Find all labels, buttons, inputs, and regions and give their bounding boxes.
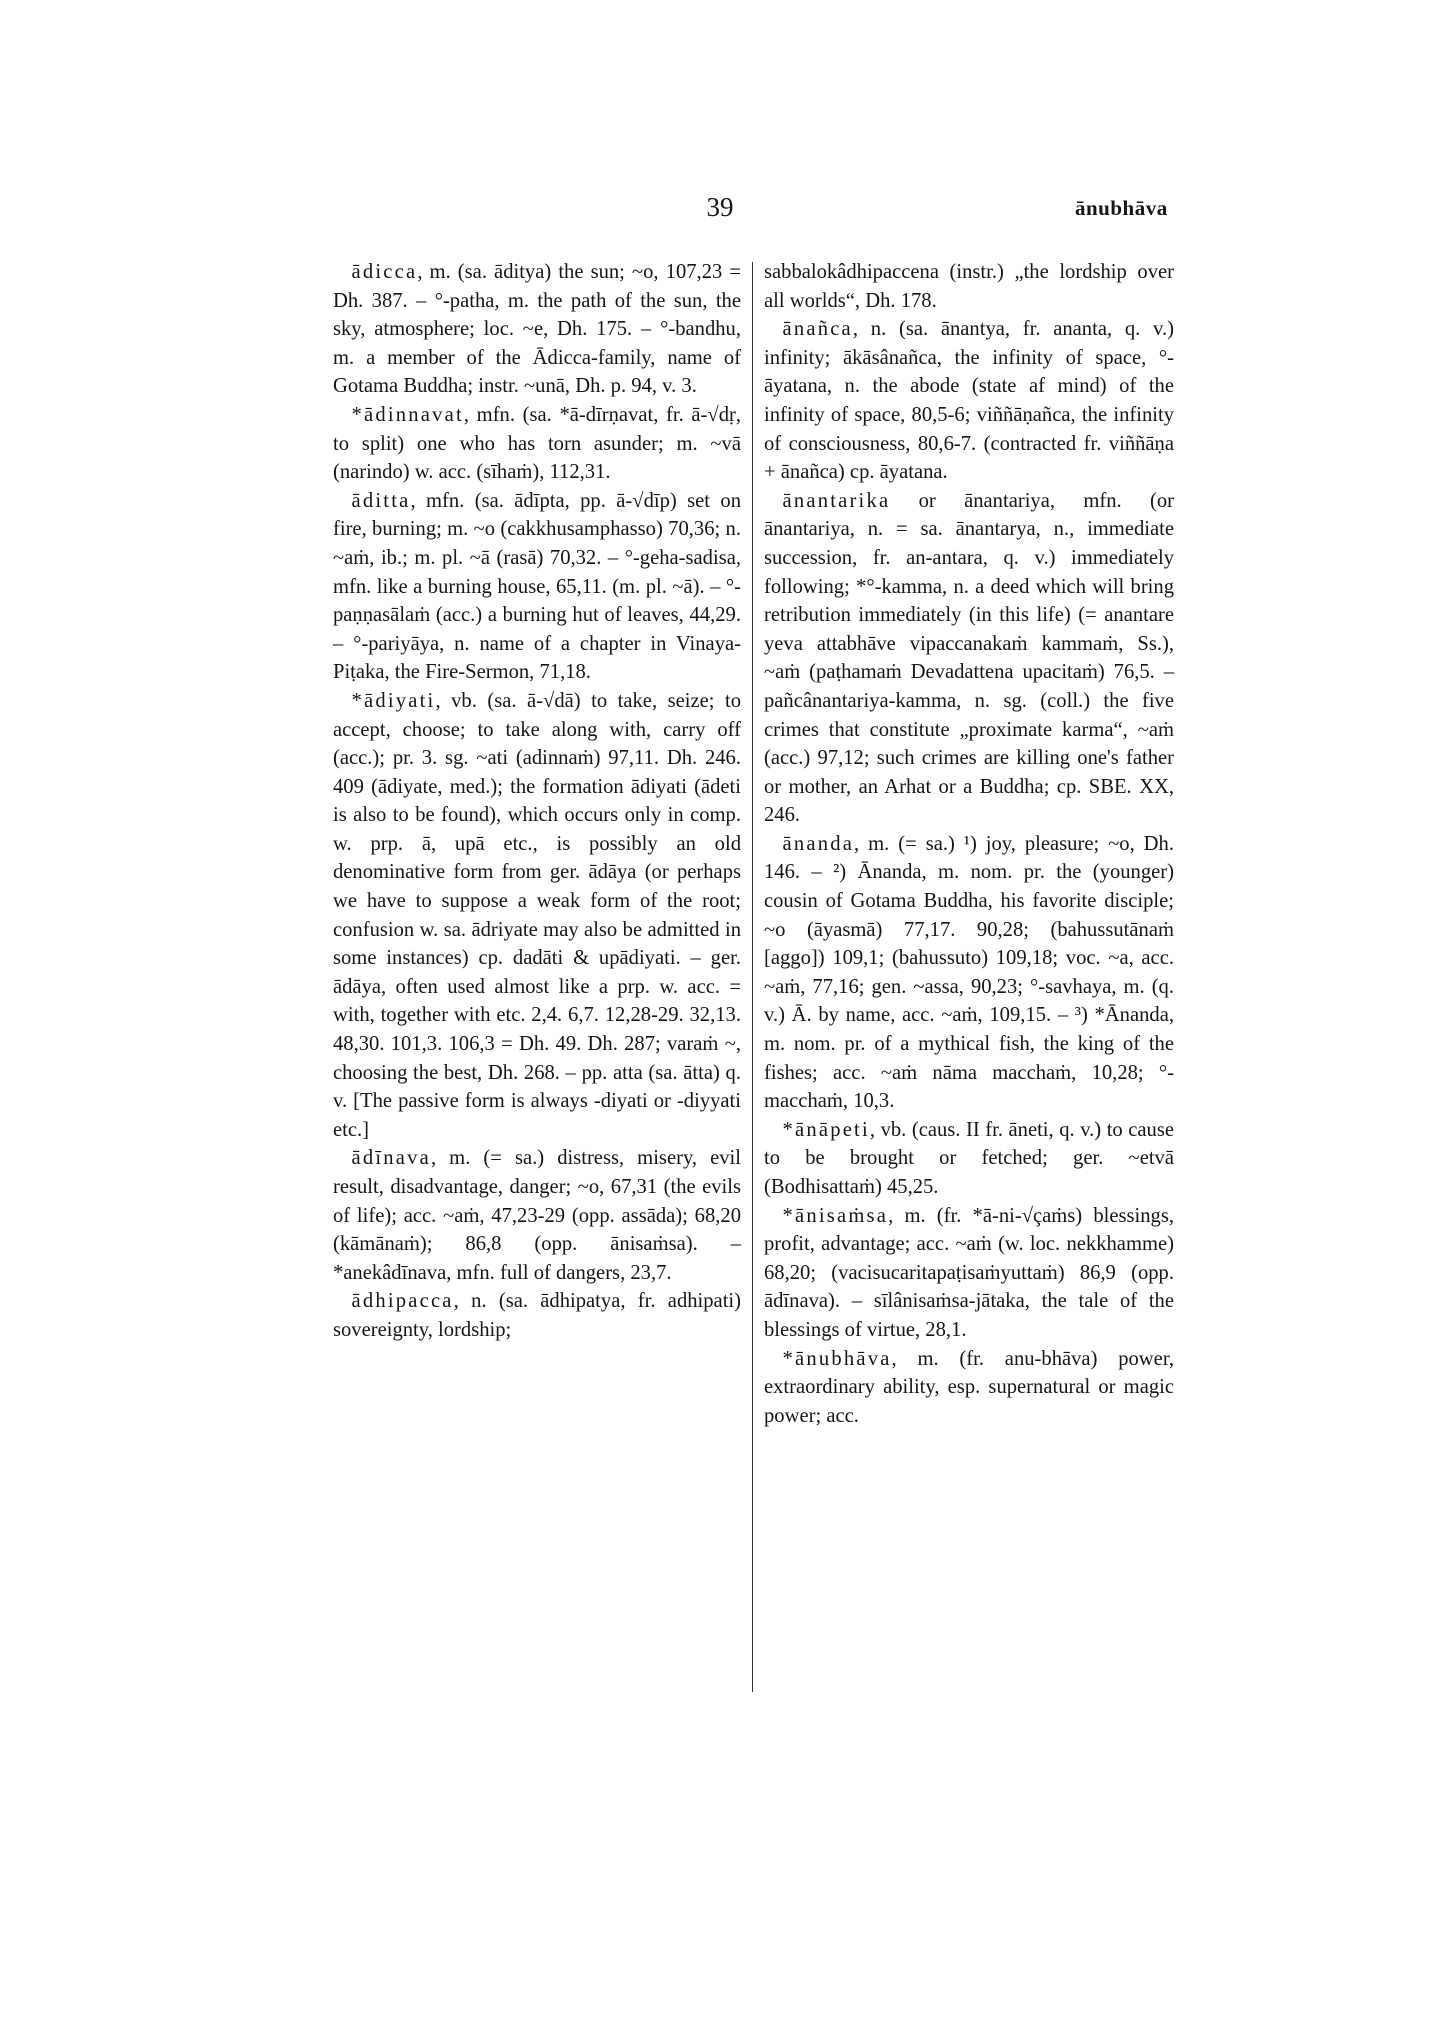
entry-anubhava	[764, 1345, 1174, 1431]
entry-adinnavat	[333, 401, 741, 487]
entry-body: , m. (fr. anu-bhāva) power, extraordinary ability, esp. supernatural or magic power; acc.	[764, 1347, 1174, 1427]
entry-headword: ādhipacca	[351, 1290, 454, 1313]
entry-headword: ānanda	[782, 832, 855, 855]
column-divider	[752, 262, 753, 1692]
entry-continuation	[764, 258, 1174, 315]
entry-headword: āditta	[351, 489, 411, 512]
entry-body: , n. (sa. ādhipatya, fr. adhipati) sovereignty, lordship;	[333, 1290, 741, 1341]
entry-body: , vb. (sa. ā-√dā) to take, seize; to accept, choose; to take along with, carry off (acc.); pr. 3. sg. ~ati (adinnaṁ) 97,11. Dh. 246. 409 (ādiyate, med.); the formation ādiyati (ādeti is also to be found), which occurs only in comp. w. prp. ā, upā etc., is possibly an old denominative form from ger. ādāya (or perhaps we have to suppose a weak form of the root; confusion w. sa. ādriyate may also be admitted in some instances) cp. dadāti & upādiyati. – ger. ādāya, often used almost like a prp. w. acc. = with, together with etc. 2,4. 6,7. 12,28-29. 32,13. 48,30. 101,3. 106,3 = Dh. 49. Dh. 287; varaṁ ~, choosing the best, Dh. 268. – pp. atta (sa. ātta) q. v. [The passive form is always -diyati or -diyyati etc.]	[333, 689, 741, 1141]
entry-aditta	[333, 487, 741, 687]
entry-body: , vb. (caus. II fr. āneti, q. v.) to cause to be brought or fetched; ger. ~etvā (Bodhisattaṁ) 45,25.	[764, 1118, 1174, 1198]
entry-body: , m. (= sa.) distress, misery, evil result, disadvantage, danger; ~o, 67,31 (the evils of life); acc. ~aṁ, 47,23-29 (opp. assāda); 68,20 (kāmānaṁ); 86,8 (opp. ānisaṁsa). – *anekâdīnava, mfn. full of dangers, 23,7.	[333, 1147, 741, 1284]
entry-body: , n. (sa. ānantya, fr. ananta, q. v.) infinity; ākāsânañca, the infinity of space, °-āyatana, n. the abode (state af mind) of the infinity of space, 80,5-6; viññāṇañca, the infinity of consciousness, 80,6-7. (contracted fr. viññāṇa + ānañca) cp. āyatana.	[764, 318, 1174, 484]
entry-anantarika	[764, 487, 1174, 830]
entry-body: sabbalokâdhipaccena (instr.) „the lordship over all worlds“, Dh. 178.	[764, 261, 1174, 312]
entry-body: , mfn. (sa. *ā-dīrṇavat, fr. ā-√dṛ, to split) one who has torn asunder; m. ~vā (narindo) w. acc. (sīhaṁ), 112,31.	[333, 403, 741, 484]
entry-adiyati	[333, 687, 741, 1145]
entry-anisamsa	[764, 1202, 1174, 1345]
entry-body: , mfn. (sa. ādīpta, pp. ā-√dīp) set on fire, burning; m. ~o (cakkhusamphasso) 70,36; n. ~aṁ, ib.; m. pl. ~ā (rasā) 70,32. – °-geha-sadisa, mfn. like a burning house, 65,11. (m. pl. ~ā). – °-paṇṇasālaṁ (acc.) a burning hut of leaves, 44,29. – °-pariyāya, n. name of a chapter in Vinaya-Piṭaka, the Fire-Sermon, 71,18.	[333, 489, 741, 684]
entry-headword: ādicca	[351, 261, 418, 283]
entry-headword: ānañca	[782, 318, 853, 341]
entry-adinava	[333, 1144, 741, 1287]
entry-headword: *ānubhāva	[782, 1347, 892, 1370]
entry-body: , m. (fr. *ā-ni-√çaṁs) blessings, profit, advantage; acc. ~aṁ (w. loc. nekkhamme) 68,20; (vacisucaritapaṭisaṁyuttaṁ) 86,9 (opp. ādīnava). – sīlânisaṁsa-jātaka, the tale of the blessings of virtue, 28,1.	[764, 1204, 1174, 1341]
entry-anapeti	[764, 1116, 1174, 1202]
entry-headword: *ādinnavat	[351, 403, 464, 426]
entry-headword: ādīnava	[351, 1147, 431, 1170]
page-number: 39	[706, 192, 734, 222]
left-column	[333, 258, 741, 1345]
entry-headword: *ānāpeti	[782, 1118, 870, 1141]
entry-adhipacca	[333, 1287, 741, 1344]
running-head: ānubhāva	[1075, 196, 1168, 220]
entry-headword: *ānisaṁsa	[782, 1204, 889, 1227]
right-column	[764, 258, 1174, 1430]
entry-body: , m. (sa. āditya) the sun; ~o, 107,23 = Dh. 387. – °-patha, m. the path of the sun, the sky, atmosphere; loc. ~e, Dh. 175. – °-bandhu, m. a member of the Ādicca-family, name of Gotama Buddha; instr. ~unā, Dh. p. 94, v. 3.	[333, 261, 741, 398]
entry-ananca	[764, 315, 1174, 487]
entry-adicca	[333, 258, 741, 401]
entry-ananda	[764, 830, 1174, 1116]
entry-headword: ānantarika	[782, 489, 891, 512]
entry-headword: *ādiyati	[351, 689, 436, 712]
entry-body: or ānantariya, mfn. (or ānantariya, n. = sa. ānantarya, n., immediate succession, fr. an-antara, q. v.) immediately following; *°-kamma, n. a deed which will bring retribution immediately (in this life) (= anantare yeva attabhāve vipaccanakaṁ kammaṁ, Ss.), ~aṁ (paṭhamaṁ Devadattena upacitaṁ) 76,5. – pañcânantariya-kamma, n. sg. (coll.) the five crimes that constitute „proximate karma“, ~aṁ (acc.) 97,12; such crimes are killing one's father or mother, an Arhat or a Buddha; cp. SBE. XX, 246.	[764, 489, 1174, 827]
entry-body: , m. (= sa.) ¹) joy, pleasure; ~o, Dh. 146. – ²) Ānanda, m. nom. pr. the (younger) cousin of Gotama Buddha, his favorite disciple; ~o (āyasmā) 77,17. 90,28; (bahussutānaṁ [aggo]) 109,1; (bahussuto) 109,18; voc. ~a, acc. ~aṁ, 77,16; gen. ~assa, 90,23; °-savhaya, m. (q. v.) Ā. by name, acc. ~aṁ, 109,15. – ³) *Ānanda, m. nom. pr. of a mythical fish, the king of the fishes; acc. ~aṁ nāma macchaṁ, 10,28; °-macchaṁ, 10,3.	[764, 832, 1174, 1113]
